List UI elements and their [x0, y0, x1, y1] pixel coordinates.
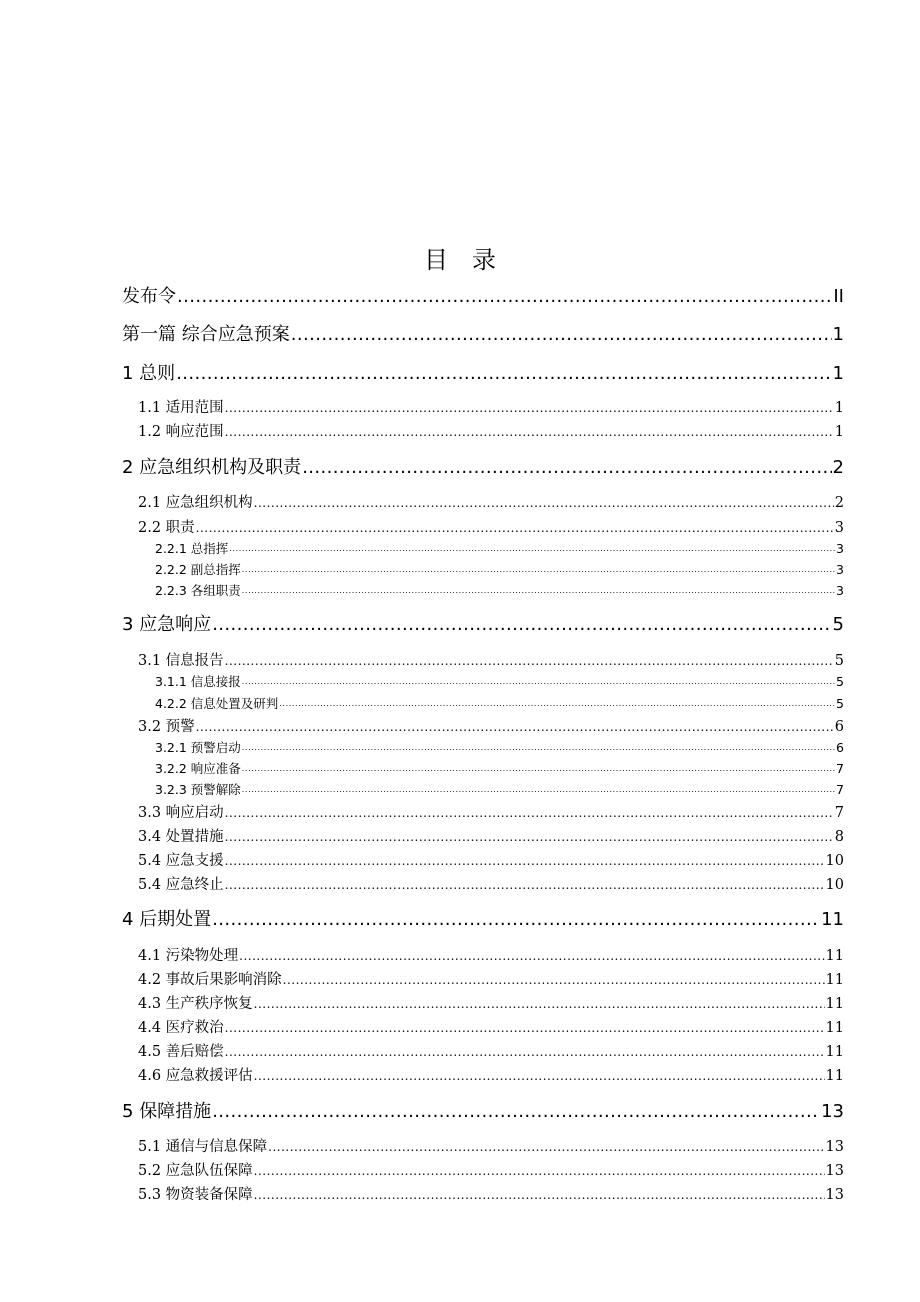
toc-entry-page-number: 5: [832, 614, 844, 635]
toc-leader-dots: [225, 803, 834, 823]
toc-leader-dots: [239, 946, 824, 966]
toc-entry[interactable]: [138, 970, 844, 990]
toc-title: [0, 240, 920, 275]
toc-entry[interactable]: [155, 695, 844, 713]
toc-leader-dots: [254, 1185, 825, 1205]
toc-entry-label: 4.1 污染物处理: [138, 948, 239, 964]
toc-entry[interactable]: [138, 803, 844, 823]
toc-entry-page-number: 11: [825, 1068, 844, 1084]
toc-entry-page-number: 13: [825, 1187, 844, 1203]
toc-title-part1: 目: [424, 246, 448, 274]
toc-entry-label: 5 保障措施: [122, 1101, 212, 1122]
toc-entry[interactable]: [138, 493, 844, 513]
toc-leader-dots: [212, 612, 831, 638]
toc-leader-dots: [212, 1099, 820, 1125]
toc-entry-label: 4.3 生产秩序恢复: [138, 996, 253, 1012]
toc-entry-page-number: 3: [836, 541, 844, 556]
toc-entry-label: 4.6 应急救援评估: [138, 1068, 253, 1084]
toc-entry[interactable]: [138, 651, 844, 671]
toc-entry-label: 3.2.3 预警解除: [155, 782, 241, 797]
toc-entry-label: 4.5 善后赔偿: [138, 1044, 224, 1060]
toc-entry-page-number: 3: [834, 520, 844, 536]
toc-leader-dots: [225, 851, 825, 871]
toc-leader-dots: [229, 540, 835, 558]
toc-entry[interactable]: [138, 1161, 844, 1181]
toc-leader-dots: [196, 518, 834, 538]
toc-entry-label: 3.3 响应启动: [138, 805, 224, 821]
toc-entry[interactable]: [138, 994, 844, 1014]
toc-entry[interactable]: [138, 1018, 844, 1038]
toc-entry-page-number: 11: [825, 1020, 844, 1036]
toc-entry-label: 4.2.2 信息处置及研判: [155, 696, 279, 711]
toc-entry-label: 3.2.1 预警启动: [155, 740, 241, 755]
toc-entry[interactable]: [138, 946, 844, 966]
toc-entry[interactable]: [155, 561, 844, 579]
toc-entry-page-number: 13: [821, 1101, 844, 1122]
toc-entry[interactable]: [138, 518, 844, 538]
toc-entry[interactable]: [155, 673, 844, 691]
toc-entry-page-number: 3: [836, 583, 844, 598]
toc-leader-dots: [225, 1018, 825, 1038]
toc-entry-label: 3.1 信息报告: [138, 653, 224, 669]
toc-entry[interactable]: [122, 455, 844, 481]
toc-entry-page-number: 7: [836, 782, 844, 797]
toc-entry-page-number: 1: [832, 363, 844, 384]
toc-entry-label: 2.1 应急组织机构: [138, 495, 253, 511]
toc-leader-dots: [242, 561, 835, 579]
toc-entry-label: 3.2 预警: [138, 719, 195, 735]
toc-leader-dots: [225, 651, 834, 671]
toc-leader-dots: [242, 673, 835, 691]
toc-leader-dots: [225, 1042, 825, 1062]
toc-entry[interactable]: [155, 739, 844, 757]
toc-entry-label: 5.2 应急队伍保障: [138, 1163, 253, 1179]
toc-entry-label: 5.4 应急支援: [138, 853, 224, 869]
toc-entry[interactable]: [138, 827, 844, 847]
toc-entry-label: 第一篇 综合应急预案: [122, 324, 290, 345]
toc-leader-dots: [225, 398, 834, 418]
toc-entry-label: 2 应急组织机构及职责: [122, 457, 302, 478]
toc-entry-page-number: 13: [825, 1139, 844, 1155]
toc-entry[interactable]: [122, 1099, 844, 1125]
toc-entry-label: 2.2.2 副总指挥: [155, 562, 241, 577]
toc-entry-page-number: 6: [836, 740, 844, 755]
toc-entry-label: 5.3 物资装备保障: [138, 1187, 253, 1203]
toc-leader-dots: [279, 695, 835, 713]
toc-entry[interactable]: [122, 612, 844, 638]
toc-entry-page-number: 2: [832, 457, 844, 478]
toc-entry-label: 4 后期处置: [122, 909, 212, 930]
toc-entry-label: 3 应急响应: [122, 614, 212, 635]
toc-entry-page-number: 10: [825, 853, 844, 869]
toc-leader-dots: [177, 284, 832, 310]
toc-entry-page-number: 5: [836, 696, 844, 711]
toc-entry-page-number: 3: [836, 562, 844, 577]
toc-leader-dots: [254, 994, 825, 1014]
toc-leader-dots: [242, 760, 835, 778]
toc-entry-label: 1 总则: [122, 363, 176, 384]
toc-entry-label: 4.4 医疗救治: [138, 1020, 224, 1036]
toc-leader-dots: [254, 493, 834, 513]
toc-leader-dots: [242, 781, 835, 799]
toc-entry[interactable]: [138, 851, 844, 871]
toc-entry-page-number: 5: [836, 674, 844, 689]
toc-entry-page-number: 5: [834, 653, 844, 669]
toc-leader-dots: [176, 361, 831, 387]
toc-entry[interactable]: [138, 1066, 844, 1086]
toc-entry[interactable]: [138, 1137, 844, 1157]
toc-entry-label: 3.4 处置措施: [138, 829, 224, 845]
toc-entry[interactable]: [138, 1185, 844, 1205]
toc-entry-page-number: 6: [834, 719, 844, 735]
toc-entry-label: 2.2 职责: [138, 520, 195, 536]
toc-entry-label: 3.2.2 响应准备: [155, 761, 241, 776]
toc-entry[interactable]: [138, 1042, 844, 1062]
toc-entry[interactable]: [138, 717, 844, 737]
toc-leader-dots: [291, 322, 832, 348]
toc-leader-dots: [302, 455, 831, 481]
toc-entry-label: 2.2.1 总指挥: [155, 541, 229, 556]
toc-entry-label: 1.2 响应范围: [138, 424, 224, 440]
toc-leader-dots: [254, 1066, 825, 1086]
toc-entry[interactable]: [138, 875, 844, 895]
toc-entry-page-number: 2: [834, 495, 844, 511]
toc-entry-page-number: 1: [834, 424, 844, 440]
toc-entry[interactable]: [122, 907, 844, 933]
toc-entry[interactable]: [155, 582, 844, 600]
toc-leader-dots: [242, 739, 835, 757]
toc-entry-page-number: 7: [836, 761, 844, 776]
toc-entry[interactable]: [122, 361, 844, 387]
toc-entry-label: 3.1.1 信息接报: [155, 674, 241, 689]
toc-entry-page-number: II: [833, 286, 844, 307]
toc-entry[interactable]: [155, 760, 844, 778]
toc-entry-page-number: 11: [825, 972, 844, 988]
toc-leader-dots: [242, 582, 835, 600]
toc-entry-page-number: 13: [825, 1163, 844, 1179]
toc-entry-page-number: 11: [825, 996, 844, 1012]
toc-entry-page-number: 11: [825, 948, 844, 964]
toc-leader-dots: [212, 907, 820, 933]
toc-entry-label: 2.2.3 各组职责: [155, 583, 241, 598]
toc-leader-dots: [268, 1137, 824, 1157]
toc-entry[interactable]: [138, 422, 844, 442]
toc-leader-dots: [225, 875, 825, 895]
toc-leader-dots: [254, 1161, 825, 1181]
toc-entry[interactable]: [122, 284, 844, 310]
toc-entry-label: 4.2 事故后果影响消除: [138, 972, 282, 988]
toc-title-part2: 录: [472, 246, 496, 274]
toc-entry[interactable]: [155, 781, 844, 799]
toc-entry-page-number: 10: [825, 877, 844, 893]
toc-entry-label: 5.4 应急终止: [138, 877, 224, 893]
toc-entry-page-number: 1: [832, 324, 844, 345]
toc-entry-page-number: 7: [834, 805, 844, 821]
toc-leader-dots: [196, 717, 834, 737]
toc-entry-label: 5.1 通信与信息保障: [138, 1139, 268, 1155]
toc-leader-dots: [225, 827, 834, 847]
toc-entry[interactable]: [155, 540, 844, 558]
toc-leader-dots: [225, 422, 834, 442]
toc-entry-page-number: 11: [821, 909, 844, 930]
toc-entry-page-number: 1: [834, 400, 844, 416]
toc-entry-page-number: 11: [825, 1044, 844, 1060]
toc-entry-label: 发布令: [122, 286, 176, 307]
toc-entry[interactable]: [138, 398, 844, 418]
toc-entry-page-number: 8: [834, 829, 844, 845]
toc-leader-dots: [283, 970, 825, 990]
toc-entry-label: 1.1 适用范围: [138, 400, 224, 416]
toc-entry[interactable]: [122, 322, 844, 348]
